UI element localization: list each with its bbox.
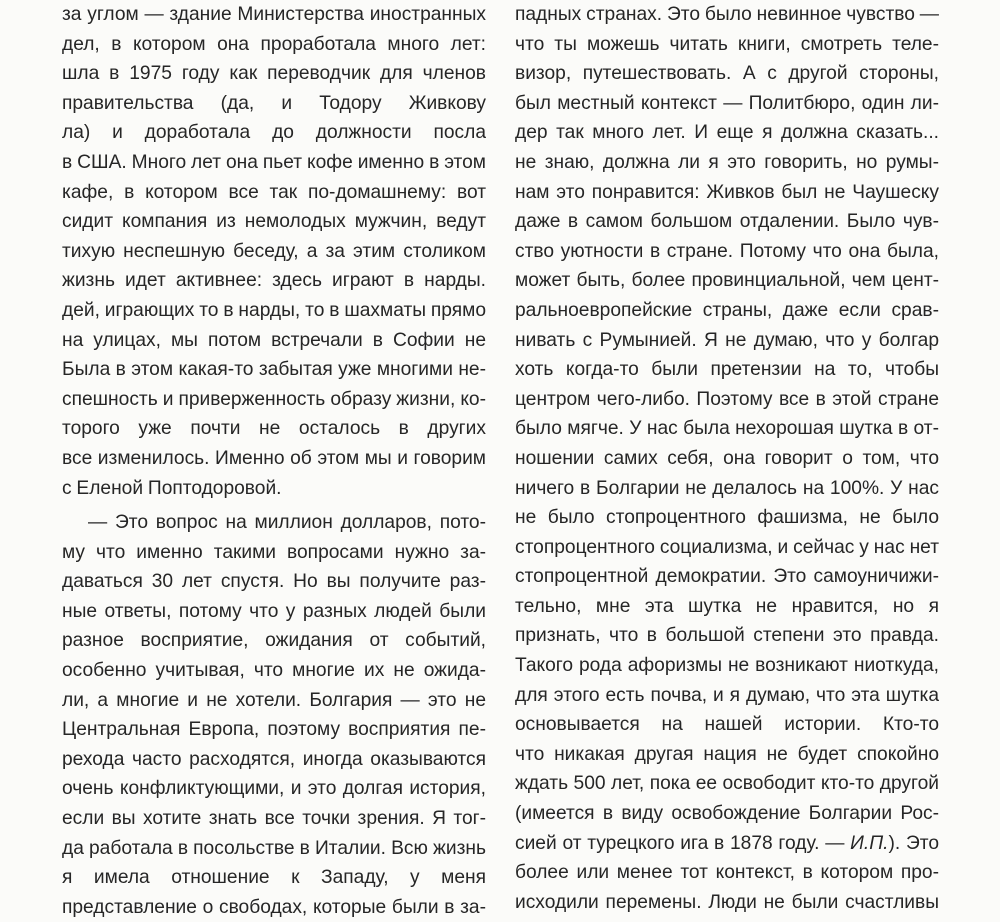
text-line: разное восприятие, ожидания от событий, xyxy=(62,630,486,652)
text-line: Была в этом какая-то забытая уже многими не- xyxy=(62,359,486,381)
note-text-before: сией от турецкого ига в 1878 году. — xyxy=(515,832,851,854)
text-line: особенно учитывая, что многие их не ожида- xyxy=(62,660,486,682)
text-line: ство уютности в стране. Потому что она была, xyxy=(515,240,939,262)
text-line: нивать с Румынией. Я не думаю, что у болгар xyxy=(515,329,939,351)
text-line: даже в самом большом отдалении. Было чув- xyxy=(515,211,939,233)
text-line: что ты можешь читать книги, смотреть теле- xyxy=(515,33,939,55)
text-line-with-note xyxy=(515,829,939,859)
text-line: представление о свободах, которые были в за- xyxy=(62,896,486,918)
text-line: тихую неспешную беседу, а за этим столиком xyxy=(62,240,486,262)
text-line: может быть, более провинциальной, чем цент- xyxy=(515,270,939,292)
paragraph-answer xyxy=(62,508,486,922)
text-line: дел, в котором она проработала много лет: xyxy=(62,33,486,55)
text-line: ла) и доработала до должности посла xyxy=(62,122,486,144)
text-line: для этого есть почва, и я думаю, что эта шутка xyxy=(515,684,939,706)
text-line: жизнь идет активнее: здесь играют в нарды. xyxy=(62,270,486,292)
text-line: му что именно такими вопросами нужно за- xyxy=(62,541,486,563)
text-line: было мягче. У нас была нехорошая шутка в от- xyxy=(515,418,939,440)
text-line: визор, путешествовать. А с другой стороны, xyxy=(515,63,939,85)
text-line: ральноевропейские страны, даже если срав- xyxy=(515,299,939,321)
text-line: в США. Много лет она пьет кофе именно в этом xyxy=(62,151,486,173)
text-line: ждать 500 лет, пока ее освободит кто-то другой xyxy=(515,773,939,795)
left-column xyxy=(62,0,486,922)
text-line: за углом — здание Министерства иностранных xyxy=(62,4,486,25)
text-line: дей, играющих то в нарды, то в шахматы прямо xyxy=(62,299,486,321)
text-line: тельно, мне эта шутка не нравится, но я xyxy=(515,595,939,617)
text-line: даваться 30 лет спустя. Но вы получите раз- xyxy=(62,571,486,593)
text-line: рехода часто расходятся, иногда оказываются xyxy=(62,748,486,770)
text-line: очень конфликтующими, и это долгая история, xyxy=(62,778,486,800)
text-line: стопроцентной демократии. Это самоуничижи- xyxy=(515,566,939,588)
text-line: не знаю, должна ли я это говорить, но румы- xyxy=(515,151,939,173)
text-line: ничего в Болгарии не делалось на 100%. У нас xyxy=(515,477,939,499)
text-line: нам это понравится: Живков был не Чаушеску xyxy=(515,181,939,203)
paragraph-answer-continued xyxy=(515,0,939,829)
text-line: был местный контекст — Политбюро, один ли- xyxy=(515,92,939,114)
text-line: основывается на нашей истории. Кто-то xyxy=(515,714,939,736)
text-line: если вы хотите знать все точки зрения. Я тог- xyxy=(62,808,486,830)
right-column xyxy=(515,0,939,917)
text-line: центром чего-либо. Поэтому все в этой стране xyxy=(515,388,939,410)
text-line: ношении самих себя, она говорит о том, что xyxy=(515,447,939,469)
text-line: торого уже почти не осталось в других xyxy=(62,418,486,440)
text-line: все изменилось. Именно об этом мы и говорим xyxy=(62,447,486,469)
text-line: сидит компания из немолодых мужчин, ведут xyxy=(62,211,486,233)
text-line: правительства (да, и Тодору Живкову xyxy=(62,92,486,114)
text-line: шла в 1975 году как переводчик для членов xyxy=(62,63,486,85)
text-line: Такого рода афоризмы не возникают ниоткуда, xyxy=(515,655,939,677)
text-line: дер так много лет. И еще я должна сказать... xyxy=(515,122,939,144)
text-line: стопроцентного социализма, и сейчас у нас нет xyxy=(515,536,939,558)
paragraph-answer-end xyxy=(515,858,939,917)
text-line: исходили перемены. Люди не были счастливы xyxy=(515,891,939,913)
text-line: (имеется в виду освобождение Болгарии Рос- xyxy=(515,803,939,825)
text-line: с Еленой Поптодоровой. xyxy=(62,477,282,499)
text-line: падных странах. Это было невинное чувство — xyxy=(515,4,939,25)
text-line: я имела отношение к Западу, у меня xyxy=(62,867,486,889)
text-line: что никакая другая нация не будет спокойно xyxy=(515,743,939,765)
text-line: да работала в посольстве в Италии. Всю жизнь xyxy=(62,837,486,859)
text-line: Центральная Европа, поэтому восприятия пе- xyxy=(62,719,486,741)
text-line: ли, а многие и не хотели. Болгария — это не xyxy=(62,689,486,711)
note-text-after: ). Это xyxy=(888,832,939,854)
text-line: ные ответы, потому что у разных людей были xyxy=(62,600,486,622)
text-line: признать, что в большой степени это правда. xyxy=(515,625,939,647)
text-line: не было стопроцентного фашизма, не было xyxy=(515,507,939,529)
note-initials: И.П. xyxy=(850,832,889,854)
paragraph-intro xyxy=(62,0,486,503)
text-line: хоть когда-то были претензии на то, чтобы xyxy=(515,359,939,381)
text-line: кафе, в котором все так по-домашнему: вот xyxy=(62,181,486,203)
text-line: на улицах, мы потом встречали в Софии не xyxy=(62,329,486,351)
text-line: более или менее тот контекст, в котором про- xyxy=(515,862,939,884)
text-line: спешность и приверженность образу жизни, ко- xyxy=(62,388,486,410)
text-line: — Это вопрос на миллион долларов, пото- xyxy=(88,512,486,534)
